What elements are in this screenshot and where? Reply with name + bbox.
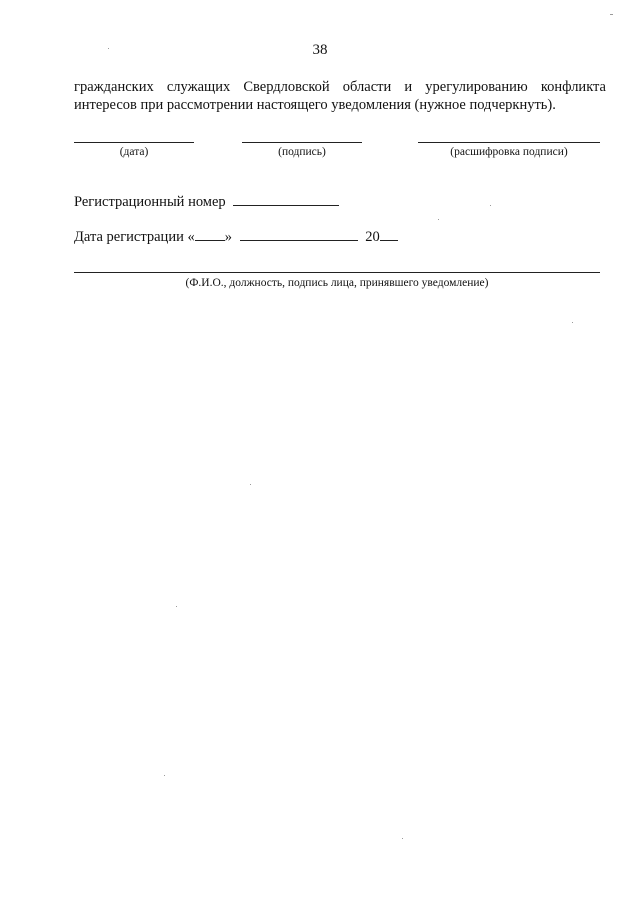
scan-speck: [402, 838, 403, 839]
date-blank-line: [74, 142, 194, 144]
body-paragraph: [74, 78, 606, 114]
registration-number-label: Регистрационный номер: [74, 194, 226, 210]
page-number: 38: [312, 42, 328, 58]
scan-speck: [438, 219, 439, 220]
paragraph-line-1: гражданских служащих Свердловской области и урегулированию конфликта: [74, 79, 606, 95]
signature-blank-line: [242, 142, 362, 144]
scan-speck: [572, 322, 573, 323]
registration-date-quote-close: »: [224, 229, 232, 245]
signature-caption: (подпись): [278, 146, 326, 158]
registration-day-blank: [195, 228, 225, 241]
paragraph-line-2: интересов при рассмотрении настоящего уведомления (нужное подчеркнуть).: [74, 97, 556, 113]
receiver-blank-line: [74, 272, 600, 273]
registration-year-prefix: 20: [365, 229, 380, 245]
registration-number-blank: [233, 193, 339, 206]
scan-speck: [490, 205, 491, 206]
date-caption: (дата): [119, 146, 149, 158]
registration-year-blank: [380, 228, 398, 241]
receiver-caption: (Ф.И.О., должность, подпись лица, принявшего уведомление): [185, 277, 489, 289]
registration-date-label: Дата регистрации «: [74, 229, 195, 245]
registration-number-row: [74, 193, 339, 211]
registration-month-blank: [240, 228, 358, 241]
scan-speck: [610, 14, 613, 15]
scan-speck: [108, 48, 109, 49]
registration-date-row: [74, 228, 398, 246]
decoding-blank-line: [418, 142, 600, 144]
decoding-caption: (расшифровка подписи): [450, 146, 568, 158]
scan-speck: [164, 775, 165, 776]
scan-speck: [176, 606, 177, 607]
scan-speck: [250, 484, 251, 485]
